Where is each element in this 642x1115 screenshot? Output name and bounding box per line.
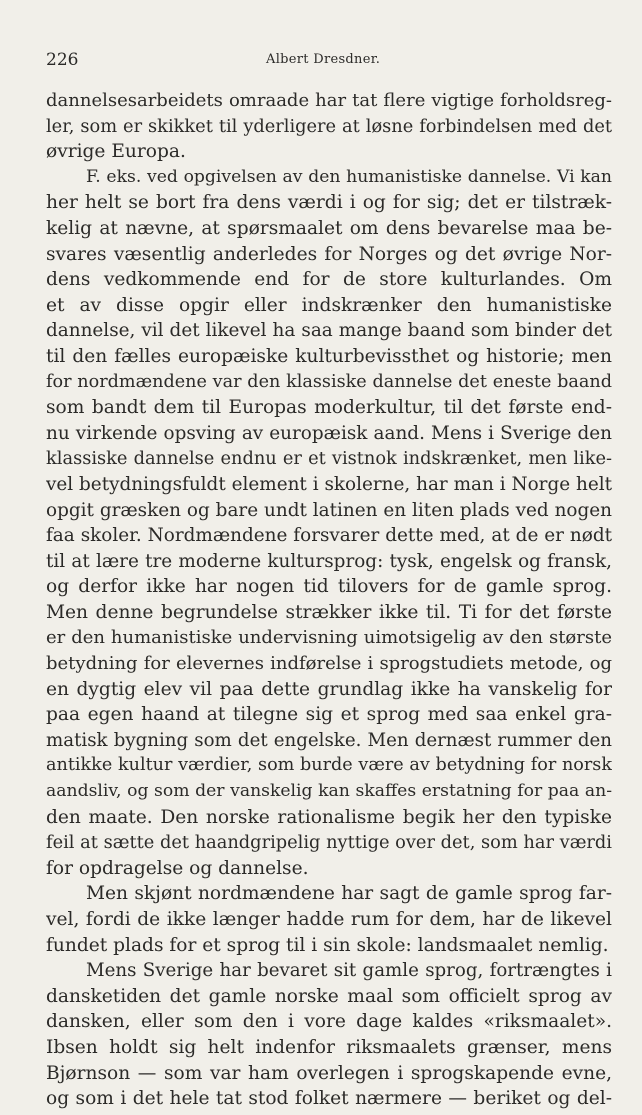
text-line: dansken, eller som den i vore dage kaldes «riksmaalet». [46,1011,612,1033]
text-line: betydning for elevernes indførelse i sprogstudiets metode, og [46,653,612,675]
text-line: faa skoler. Nordmændene forsvarer dette med, at de er nødt [46,525,612,547]
text-line: dannelsesarbeidets omraade har tat flere vigtige forholdsreg- [46,90,612,111]
text-line: som bandt dem til Europas moderkultur, til det første end- [46,397,612,419]
text-line: aandsliv, og som der vanskelig kan skaffes erstatning for paa an- [46,781,612,802]
text-line: øvrige Europa. [46,141,186,163]
text-line: antikke kultur værdier, som burde være av betydning for norsk [46,755,612,776]
text-line: et av disse opgir eller indskrænker den humanistiske [46,294,612,316]
text-line: opgit græsken og bare undt latinen en liten plads ved nogen [46,499,612,521]
text-line: paa egen haand at tilegne sig et sprog med saa enkel gra- [46,704,612,726]
page-number: 226 [46,50,79,70]
text-line: vel, fordi de ikke længer hadde rum for dem, har de likevel [46,909,612,930]
text-line: og som i det hele tat stod folket nærmere — beriket og del- [46,1088,612,1110]
text-line: til den fælles europæiske kulturbevissthet og historie; men [46,345,612,367]
text-line: til at lære tre moderne kultursprog: tysk, engelsk og fransk, [46,550,612,572]
text-line: den maate. Den norske rationalisme begik her den typiske [46,806,612,828]
body-text [46,88,612,1112]
text-line: Men skjønt nordmændene har sagt de gamle sprog far- [86,883,612,905]
text-line: F. eks. ved opgivelsen av den humanistiske dannelse. Vi kan [86,166,612,187]
running-head: Albert Dresdner. [266,52,381,67]
text-line: en dygtig elev vil paa dette grundlag ikke ha vanskelig for [46,678,612,700]
text-line: er den humanistiske undervisning uimotsigelig av den største [46,627,612,649]
text-line: for nordmændene var den klassiske dannelse det eneste baand [46,371,612,392]
text-line: vel betydningsfuldt element i skolerne, har man i Norge helt [46,473,612,495]
text-line: klassiske dannelse endnu er et vistnok indskrænket, men like- [46,448,612,470]
text-line: feil at sætte det haandgripelig nyttige over det, som har værdi [46,832,612,854]
text-line: Bjørnson — som var ham overlegen i sprogskapende evne, [46,1062,612,1084]
text-line: her helt se bort fra dens værdi i og for sig; det er tilstræk- [46,192,612,214]
text-line: Mens Sverige har bevaret sit gamle sprog, fortrængtes i [86,960,612,982]
text-line: Ibsen holdt sig helt indenfor riksmaalets grænser, mens [46,1036,612,1058]
text-line: matisk bygning som det engelske. Men dernæst rummer den [46,729,612,751]
text-line: dannelse, vil det likevel ha saa mange baand som binder det [46,320,612,342]
text-line: Men denne begrundelse strækker ikke til. Ti for det første [46,601,612,623]
text-line: og derfor ikke har nogen tid tilovers for de gamle sprog. [46,576,612,598]
text-line: ler, som er skikket til yderligere at løsne forbindelsen med det [46,115,612,137]
text-line: dens vedkommende end for de store kulturlandes. Om [46,269,612,291]
page-header [46,50,612,74]
text-line: fundet plads for et sprog til i sin skole: landsmaalet nemlig. [46,934,609,956]
text-line: dansketiden det gamle norske maal som officielt sprog av [46,985,612,1007]
text-line: for opdragelse og dannelse. [46,857,309,879]
text-line: nu virkende opsving av europæisk aand. Mens i Sverige den [46,422,612,444]
text-line: kelig at nævne, at spørsmaalet om dens bevarelse maa be- [46,217,612,239]
text-line: svares væsentlig anderledes for Norges og det øvrige Nor- [46,243,612,265]
